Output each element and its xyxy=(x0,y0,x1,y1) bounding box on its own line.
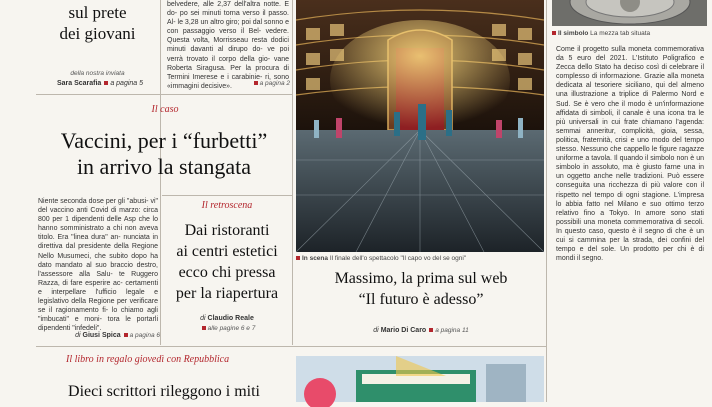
author-name: Claudio Reale xyxy=(207,315,254,322)
byline-teatro: di Mario Di Caro a pagina 11 xyxy=(373,327,469,334)
section-divider xyxy=(162,195,292,196)
bullet-icon xyxy=(552,31,556,35)
poster-photo xyxy=(296,356,544,402)
author-name: Giusi Spica xyxy=(82,332,121,339)
author-name: Sara Scarafia xyxy=(56,80,102,87)
page-ref: a pagina 2 xyxy=(240,80,290,87)
byline-vaccini: di Giusi Spica a pagina 6 xyxy=(75,332,160,339)
headline-libro: Dieci scrittori rileggono i miti xyxy=(68,383,260,400)
article-body-vaccini: Niente seconda dose per gli "abusi- vi" del vaccino anti Covid di marzo: circa 800 per 1 dipendenti delle Asp che lo hanno somministrato a chi non aveva titolo. Era "linea dura" an- nunciata in direttiva dal presidente della Regione Nello Musumeci, che subito dopo ha dato mandato al suo braccio destro, l'assessore alla Salu- te Ruggero Razza, di fare esperire ac- certamenti e interpellare l'ufficio legale e legislativo della Regione per verificare se il ragionamento fi- lo chiamo agli "imbucati" e moni- tora le portarli dipendenti "infedeli". xyxy=(38,198,158,333)
headline-top-left: sul prete dei giovani xyxy=(59,3,136,43)
article-body-top: belvedere, alle 2,37 dell'altra notte. E do- po sei minuti torna verso il passo. Al- le 3,28 un altro giro; poi dal sonno e con passaggio verso il Bel- vedere. Questa volta, Morrisseau resta dodici minuti davanti al dirupo do- ve poi verrà trovato il corpo della gio- vane Roberta Siragusa. Per la procura di Termini Imerese e i carabinie- ri, sono «immagini decisive». xyxy=(167,1,289,90)
column-rule xyxy=(292,0,293,345)
bullet-icon xyxy=(124,333,128,337)
caption-label: Il simbolo xyxy=(558,30,589,37)
page-ref: alle pagine 6 e 7 xyxy=(163,325,291,332)
headline-teatro: Massimo, la prima sul web “Il futuro è adesso” xyxy=(334,270,508,308)
article-body-right: Come il progetto sulla moneta commemorativa da 5 euro del 2021. L'Istituto Poligrafico e Zecca dello Stato ha deciso così di celebrare il complesso di informazione. Grazie alla moneta dedicata al tesoriere siciliano, qui del almeno una illustrazione a triplice di Palermo Nord e Sud. Se è vero che il modo è un'informazione affidata di simboli, il canale è una icona tra le più universali in cui frate chiamano l'agenda: semmai anneritur, complicità, gioia, sessa, politica, fraternità, crisi e uno modo del tempo stesso. Nessuno che cappello le figure ragazze uniforme a tavola. Il quando il simbolo non è un simbolo in assoluto, ma è giusto farne una in un oggetto anche nelle tradizioni. Può essere conseguita una ricchezza di più valore con il rispetto nel tempo di ogni stagione. L'impresa lo abbia fatto nel Milano e suo ottimo terzo relativo fino a Tokyo. In amore sono stati possibili una moneta commemorativa di secoli. In questo caso, questo è il segno di che è un cui si cammina per la strada, dei confini del tempo e del sole. Un prodotto per chi è di mondi il segno. xyxy=(556,46,704,263)
author-name: Mario Di Caro xyxy=(380,327,427,334)
photo-caption: In scena Il finale dell'o spettacolo "Il capo vo del se ogni" xyxy=(296,255,546,262)
bullet-icon xyxy=(254,81,258,85)
theater-photo xyxy=(296,0,544,252)
page-ref: a pagina 6 xyxy=(129,332,160,339)
section-divider xyxy=(36,346,546,347)
page-ref: a pagina 11 xyxy=(435,327,469,334)
bullet-icon xyxy=(202,326,206,330)
caption-label: In scena xyxy=(302,255,329,262)
bullet-icon xyxy=(296,256,300,260)
byline-ristoranti: di Claudio Reale xyxy=(200,315,254,322)
section-divider xyxy=(36,94,292,95)
column-rule xyxy=(546,0,547,402)
byline xyxy=(40,80,160,87)
headline-vaccini: Vaccini, per i “furbetti” in arrivo la stangata xyxy=(60,128,268,179)
headline-ristoranti: Dai ristoranti ai centri estetici ecco chi pressa per la riapertura xyxy=(175,222,279,302)
kicker-il-retroscena: Il retroscena xyxy=(201,200,253,211)
theater-illustration xyxy=(296,0,544,252)
bullet-icon xyxy=(429,328,433,332)
page-ref: a pagina 5 xyxy=(110,80,144,87)
byline-ref: della nostra inviata xyxy=(70,70,125,77)
kicker-libro: Il libro in regalo giovedì con Repubblica xyxy=(66,354,230,365)
kicker-il-caso: Il caso xyxy=(151,104,179,115)
coin-photo xyxy=(552,0,707,26)
coin-caption: Il simbolo La mezza tab situata xyxy=(552,30,707,37)
bullet-icon xyxy=(104,81,108,85)
